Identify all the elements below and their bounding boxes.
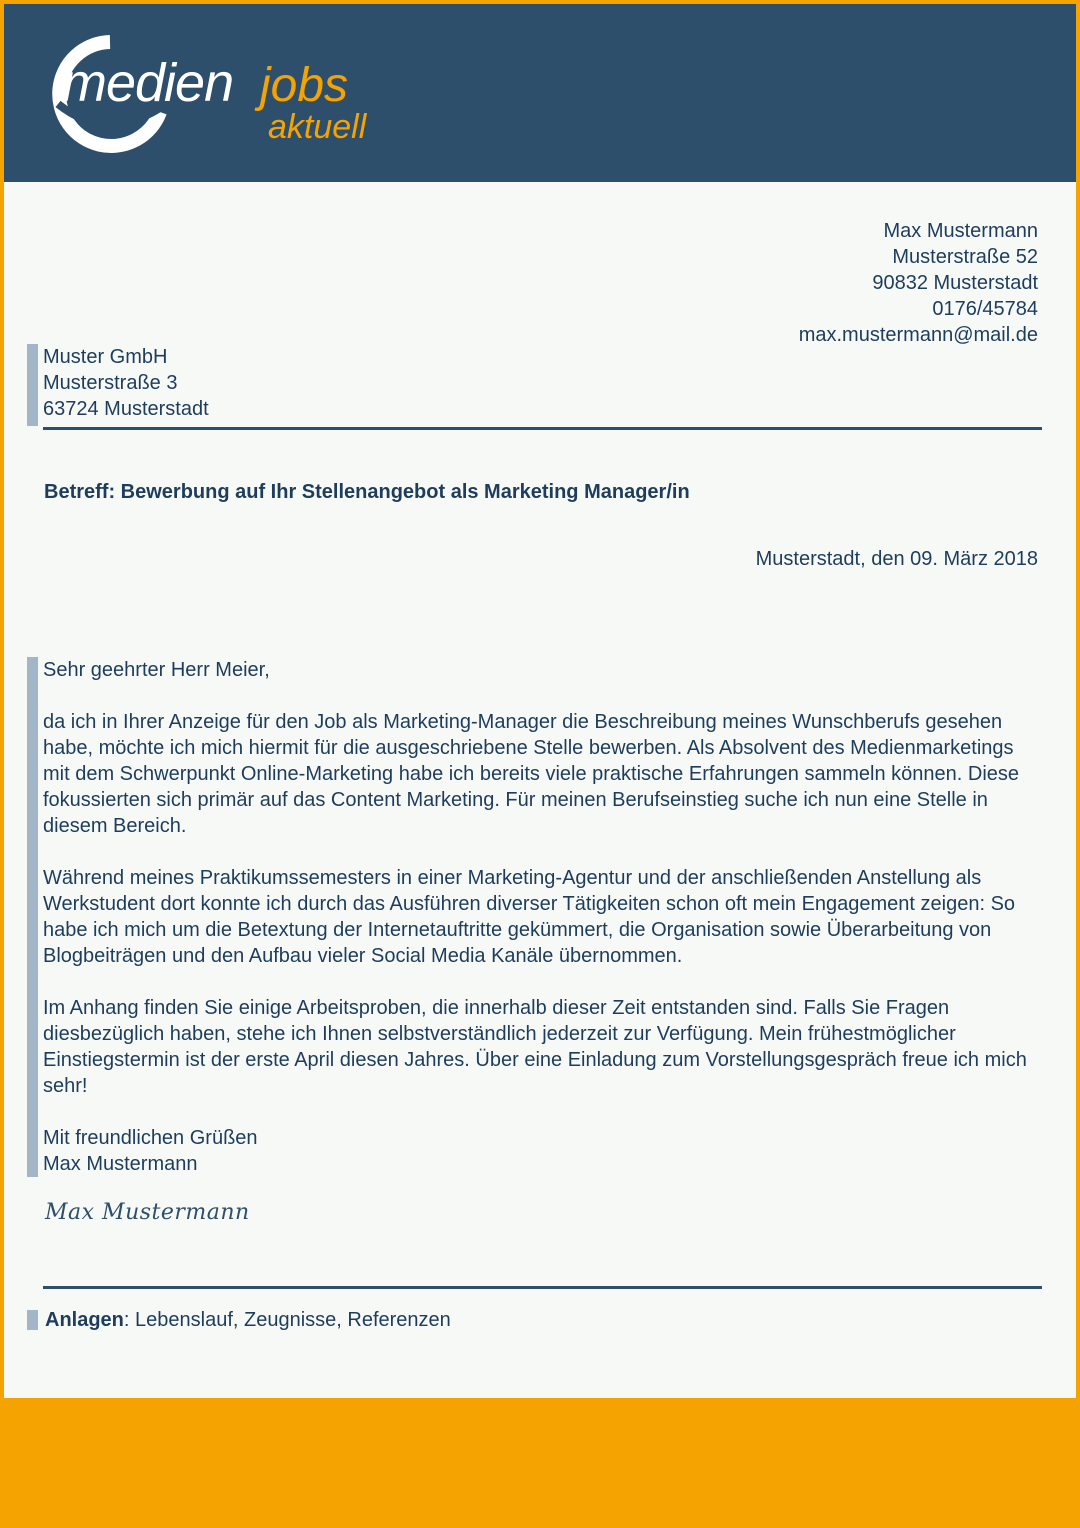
letter-date: Musterstadt, den 09. März 2018 — [755, 548, 1038, 570]
attachments-divider — [43, 1286, 1042, 1289]
logo-word-aktuell: aktuell — [268, 108, 367, 146]
sender-name: Max Mustermann — [883, 220, 1038, 242]
attachments-label: Anlagen — [45, 1309, 124, 1331]
body-accent-bar — [27, 657, 38, 1177]
recipient-street: Musterstraße 3 — [43, 372, 178, 394]
attachments-list: : Lebenslauf, Zeugnisse, Referenzen — [123, 1309, 451, 1331]
sender-city: 90832 Musterstadt — [872, 272, 1038, 294]
header-banner — [4, 4, 1076, 182]
address-divider — [43, 427, 1042, 430]
footer-band — [4, 1398, 1076, 1524]
sender-phone: 0176/45784 — [932, 298, 1038, 320]
sender-address — [799, 218, 1038, 348]
recipient-address — [43, 344, 209, 422]
medienjobs-logo — [48, 34, 408, 154]
salutation: Sehr geehrter Herr Meier, — [43, 659, 270, 681]
subject-line: Betreff: Bewerbung auf Ihr Stellenangebot als Marketing Manager/in — [44, 481, 690, 503]
handwritten-signature: Max Mustermann — [45, 1200, 250, 1225]
logo-word-medien: medien — [62, 53, 234, 113]
letter-body — [43, 657, 1043, 1177]
sender-email: max.mustermann@mail.de — [798, 324, 1038, 346]
recipient-accent-bar — [27, 344, 38, 426]
logo-word-jobs: jobs — [260, 59, 349, 112]
attachments-line — [45, 1307, 451, 1333]
paragraph-1: da ich in Ihrer Anzeige für den Job als Marketing-Manager die Beschreibung meines Wunschberufs gesehen habe, möchte ich mich hiermit für die ausgeschriebene Stelle bewerben. Als Absolvent des Medienmarketings mit dem Schwerpunkt Online-Marketing habe ich bereits viele praktische Erfahrungen sammeln können. Diese fokussierten sich primär auf das Content Marketing. Für meinen Berufseinstieg suche ich nun eine Stelle in diesem Bereich. — [43, 711, 1020, 837]
recipient-city: 63724 Musterstadt — [43, 398, 209, 420]
recipient-company: Muster GmbH — [43, 346, 168, 368]
letter-page — [4, 4, 1076, 1524]
sender-street: Musterstraße 52 — [892, 246, 1038, 268]
paragraph-2: Während meines Praktikumssemesters in einer Marketing-Agentur und der anschließenden Anstellung als Werkstudent dort konnte ich durch das Ausführen diverser Tätigkeiten schon oft mein Engagement zeigen: So habe ich mich um die Betextung der Internetauftritte gekümmert, die Organisation sowie Überarbeitung von Blogbeiträgen und den Aufbau vieler Social Media Kanäle übernommen. — [43, 867, 1016, 967]
attachments-accent-bar — [27, 1310, 38, 1330]
paragraph-3: Im Anhang finden Sie einige Arbeitsproben, die innerhalb dieser Zeit entstanden sind. Falls Sie Fragen diesbezüglich haben, stehe ich Ihnen selbstverständlich jederzeit zur Verfügung. Mein frühestmöglicher Einstiegstermin ist der erste April diesen Jahres. Über eine Einladung zum Vorstellungsgespräch freue ich mich sehr! — [43, 997, 1027, 1097]
closing-name: Max Mustermann — [43, 1153, 198, 1175]
closing-phrase: Mit freundlichen Grüßen — [43, 1127, 258, 1149]
